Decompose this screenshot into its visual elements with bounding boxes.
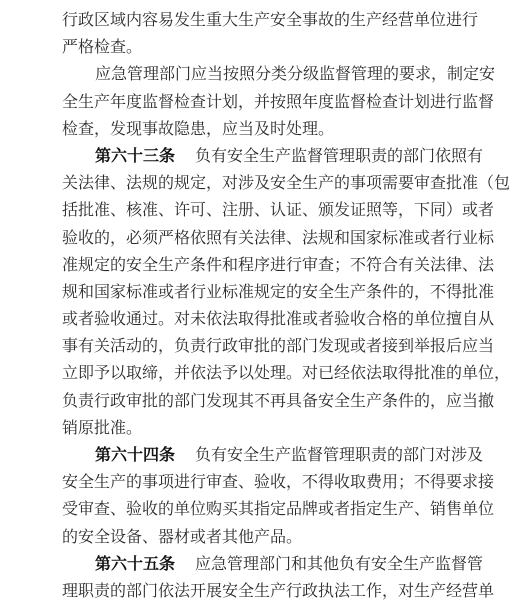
text-line: 检查，发现事故隐患，应当及时处理。 — [62, 118, 335, 138]
article-number: 第六十五条 — [95, 553, 176, 573]
text-line: 严格检查。 — [62, 37, 143, 57]
text-line: 规和国家标准或者行业标准规定的安全生产条件的，不得批准 — [62, 281, 495, 301]
text-line: 受审查、验收的单位购买其指定品牌或者指定生产、销售单位 — [62, 499, 495, 519]
text-line: 行政区域内容易发生重大生产安全事故的生产经营单位进行 — [62, 10, 479, 29]
text-run: 负有安全生产监督管理职责的部门对涉及 — [195, 445, 484, 464]
text-line: 全生产年度监督检查计划，并按照年度监督检查计划进行监督 — [62, 91, 495, 111]
article-number: 第六十三条 — [95, 145, 176, 165]
text-run: 负有安全生产监督管理职责的部门依照有 — [195, 145, 484, 165]
text-line: 的安全设备、器材或者其他产品。 — [62, 526, 303, 546]
text-line: 关法律、法规的规定，对涉及安全生产的事项需要审查批准（包 — [62, 173, 510, 193]
text-line: 准规定的安全生产条件和程序进行审查；不符合有关法律、法 — [62, 254, 495, 274]
text-line: 事有关活动的，负责行政审批的部门发现或者接到举报后应当 — [62, 336, 495, 356]
text-line: 立即予以取缔，并依法予以处理。对已经依法取得批准的单位， — [62, 363, 510, 383]
text-line: 验收的，必须严格依照有关法律、法规和国家标准或者行业标 — [62, 227, 495, 247]
article-number: 第六十四条 — [95, 445, 176, 464]
text-run: 应急管理部门和其他负有安全生产监督管 — [195, 553, 484, 573]
article-65-first-line — [62, 550, 484, 577]
text-line: 销原批准。 — [62, 417, 143, 437]
text-line: 负责行政审批的部门发现其不再具备安全生产条件的，应当撤 — [62, 390, 495, 410]
text-line: 括批准、核准、许可、注册、认证、颁发证照等，下同）或者 — [62, 200, 495, 220]
text-line: 应急管理部门应当按照分类分级监督管理的要求，制定安 — [95, 64, 496, 84]
text-line: 或者验收通过。对未依法取得批准或者验收合格的单位擅自从 — [62, 309, 495, 329]
article-63-first-line — [62, 142, 484, 169]
article-64-first-line — [62, 441, 484, 468]
text-line: 理职责的部门依法开展安全生产行政执法工作，对生产经营单 — [62, 580, 495, 600]
text-line: 安全生产的事项进行审查、验收，不得收取费用；不得要求接 — [62, 472, 495, 492]
